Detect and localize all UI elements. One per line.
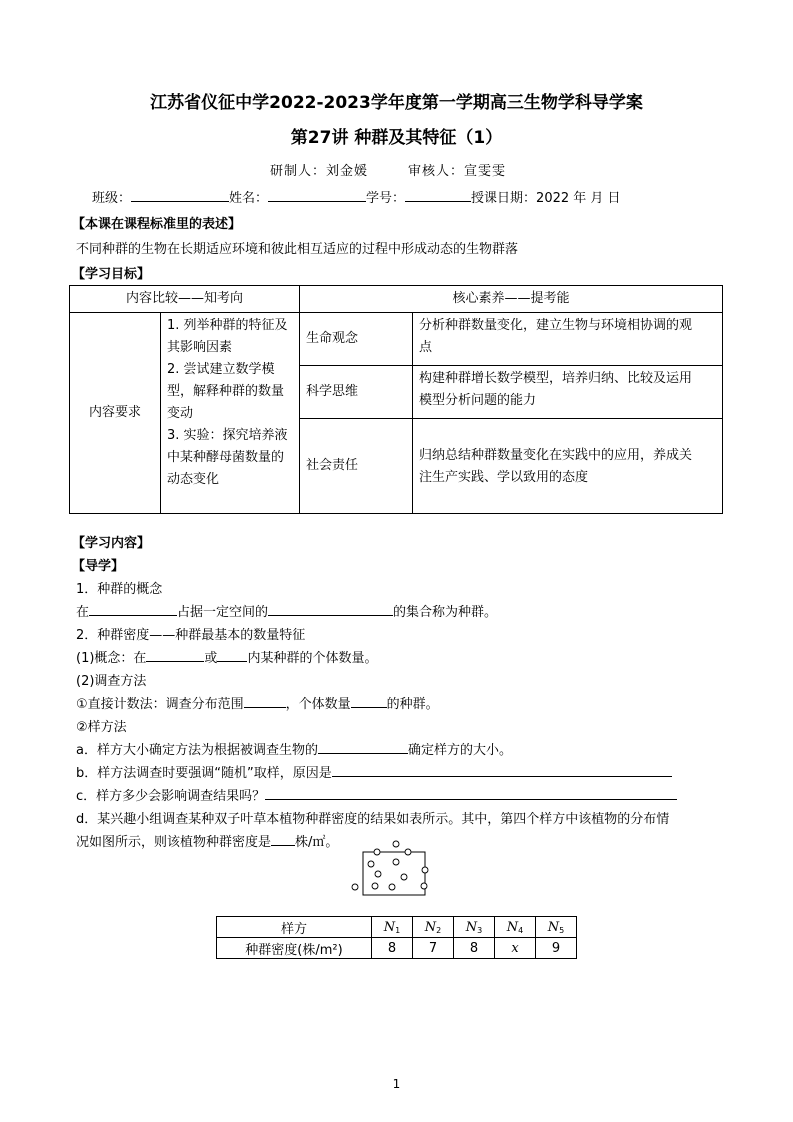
id-label: 学号： (366, 191, 406, 206)
student-info-line (92, 187, 621, 206)
requirements-list (161, 313, 300, 514)
table-row (217, 938, 577, 959)
n-subscript: 3 (477, 925, 483, 935)
guide-heading: 【导学】 (72, 559, 125, 574)
quadrat-header (372, 917, 413, 938)
qd-blank[interactable] (271, 833, 295, 846)
requirements-label: 内容要求 (70, 313, 161, 514)
document-title: 江苏省仪征中学2022-2023学年度第一学期高三生物学科导学案 (150, 93, 643, 113)
q1-text-c: 的集合称为种群。 (393, 605, 498, 620)
qd-line-2 (76, 831, 338, 850)
plant-dot (393, 841, 399, 847)
plant-dot (352, 884, 358, 890)
plant-dot (368, 861, 374, 867)
reviewer-label: 审核人：宣雯雯 (408, 164, 507, 179)
competency-desc (413, 366, 723, 419)
qa-text-b: 确定样方的大小。 (407, 743, 512, 758)
quadrat-header (454, 917, 495, 938)
competency-desc-line: 模型分析问题的能力 (419, 393, 537, 408)
n-letter: N (383, 919, 396, 935)
density-value: 9 (536, 938, 577, 959)
competency-header: 核心素养——提考能 (300, 286, 723, 313)
plant-dot (374, 849, 380, 855)
quadrat-header (495, 917, 536, 938)
q2-2-line: (2)调查方法 (76, 674, 147, 689)
n-subscript: 2 (436, 925, 442, 935)
class-label: 班级： (92, 191, 132, 206)
quadrat-label: 样方 (217, 917, 372, 938)
competency-name: 生命观念 (300, 313, 413, 366)
n-letter: N (547, 919, 560, 935)
n-subscript: 1 (395, 925, 401, 935)
qc-line (76, 785, 677, 804)
competency-desc-line: 点 (419, 340, 433, 355)
requirement-line: 2. 尝试建立数学模 (167, 362, 275, 377)
plant-dot (421, 883, 427, 889)
plant-dot (401, 874, 407, 880)
table-row (217, 917, 577, 938)
plant-dot (393, 859, 399, 865)
qb-text: b．样方法调查时要强调“随机”取样，原因是 (76, 766, 332, 781)
competency-desc (413, 313, 723, 366)
date-label: 授课日期：2022 年 月 日 (471, 191, 621, 206)
goals-heading: 【学习目标】 (72, 267, 151, 282)
competency-desc-line: 归纳总结种群数量变化在实践中的应用，养成关 (419, 448, 693, 463)
qd-text-a: 况如图所示，则该植物种群密度是 (76, 835, 272, 850)
n-subscript: 4 (518, 925, 524, 935)
qb-blank[interactable] (332, 764, 672, 777)
q1-text-b: 占据一定空间的 (177, 605, 269, 620)
direct-blank-2[interactable] (351, 695, 387, 708)
q2-1-text-c: 内某种群的个体数量。 (247, 651, 378, 666)
quadrat-header (536, 917, 577, 938)
n-subscript: 5 (559, 925, 565, 935)
q2-title: 2．种群密度——种群最基本的数量特征 (76, 628, 306, 643)
n-letter: N (465, 919, 478, 935)
qc-text: c．样方多少会影响调查结果吗？ (76, 789, 266, 804)
standard-heading: 【本课在课程标准里的表述】 (72, 217, 242, 232)
content-header: 内容比较——知考向 (70, 286, 300, 313)
class-blank[interactable] (131, 189, 229, 202)
direct-count-line (76, 693, 439, 712)
plant-dot (372, 883, 378, 889)
id-blank[interactable] (405, 189, 471, 202)
plant-dot (389, 884, 395, 890)
q2-1-text-a: (1)概念：在 (76, 651, 147, 666)
q1-blank-1[interactable] (89, 603, 177, 616)
n-letter: N (424, 919, 437, 935)
q2-1-line (76, 647, 377, 666)
direct-text-c: 的种群。 (386, 697, 439, 712)
content-heading: 【学习内容】 (72, 536, 151, 551)
density-table (216, 916, 577, 959)
page-number: 1 (392, 1077, 401, 1091)
table-header-row (70, 286, 723, 313)
density-label: 种群密度(株/m²) (217, 938, 372, 959)
qa-blank[interactable] (318, 741, 408, 754)
name-label: 姓名： (229, 191, 269, 206)
q1-blank-2[interactable] (268, 603, 393, 616)
direct-text-a: ①直接计数法：调查分布范围 (76, 697, 244, 712)
requirement-line: 型，解释种群的数量 (167, 384, 285, 399)
qd-text-b: 株/㎡。 (295, 835, 339, 850)
requirement-line: 3. 实验：探究培养液 (167, 428, 288, 443)
name-blank[interactable] (268, 189, 366, 202)
competency-desc-line: 构建种群增长数学模型，培养归纳、比较及运用 (419, 371, 693, 386)
author-label: 研制人：刘金媛 (270, 164, 369, 179)
requirement-line: 动态变化 (167, 472, 220, 487)
quadrat-header (413, 917, 454, 938)
density-value: 8 (454, 938, 495, 959)
requirement-line: 1. 列举种群的特征及 (167, 318, 288, 333)
qd-line-1: d．某兴趣小组调查某种双子叶草本植物种群密度的结果如表所示。其中，第四个样方中该植物的分布情 (76, 812, 670, 827)
qc-blank[interactable] (265, 787, 677, 800)
lecture-title: 第27讲 种群及其特征（1） (290, 128, 503, 148)
plant-dot (405, 849, 411, 855)
q1-text-a: 在 (76, 605, 90, 620)
qb-line (76, 762, 672, 781)
n-letter: N (506, 919, 519, 935)
competency-desc-line: 分析种群数量变化，建立生物与环境相协调的观 (419, 318, 693, 333)
competency-desc (413, 419, 723, 514)
requirement-line: 变动 (167, 406, 194, 421)
q1-title: 1．种群的概念 (76, 582, 163, 597)
qa-text-a: a．样方大小确定方法为根据被调查生物的 (76, 743, 318, 758)
q1-line (76, 601, 497, 620)
q2-1-blank-2[interactable] (217, 649, 247, 662)
table-row (70, 313, 723, 366)
competency-name: 社会责任 (300, 419, 413, 514)
quadrat-heading: ②样方法 (76, 720, 127, 735)
standard-text: 不同种群的生物在长期适应环境和彼此相互适应的过程中形成动态的生物群落 (76, 242, 519, 257)
plant-dot (422, 867, 428, 873)
density-value: 8 (372, 938, 413, 959)
authors-line (270, 160, 506, 179)
requirement-line: 中某种酵母菌数量的 (167, 450, 285, 465)
q2-1-blank-1[interactable] (146, 649, 204, 662)
requirement-line: 其影响因素 (167, 340, 233, 355)
qa-line (76, 739, 512, 758)
competency-name: 科学思维 (300, 366, 413, 419)
plant-dot (375, 871, 381, 877)
density-value-unknown: x (495, 938, 536, 959)
direct-text-b: ，个体数量 (285, 697, 351, 712)
direct-blank-1[interactable] (244, 695, 286, 708)
quadrat-figure (351, 840, 436, 900)
competency-desc-line: 注生产实践、学以致用的态度 (419, 470, 589, 485)
q2-1-text-b: 或 (204, 651, 218, 666)
density-value: 7 (413, 938, 454, 959)
learning-goals-table (69, 285, 723, 514)
